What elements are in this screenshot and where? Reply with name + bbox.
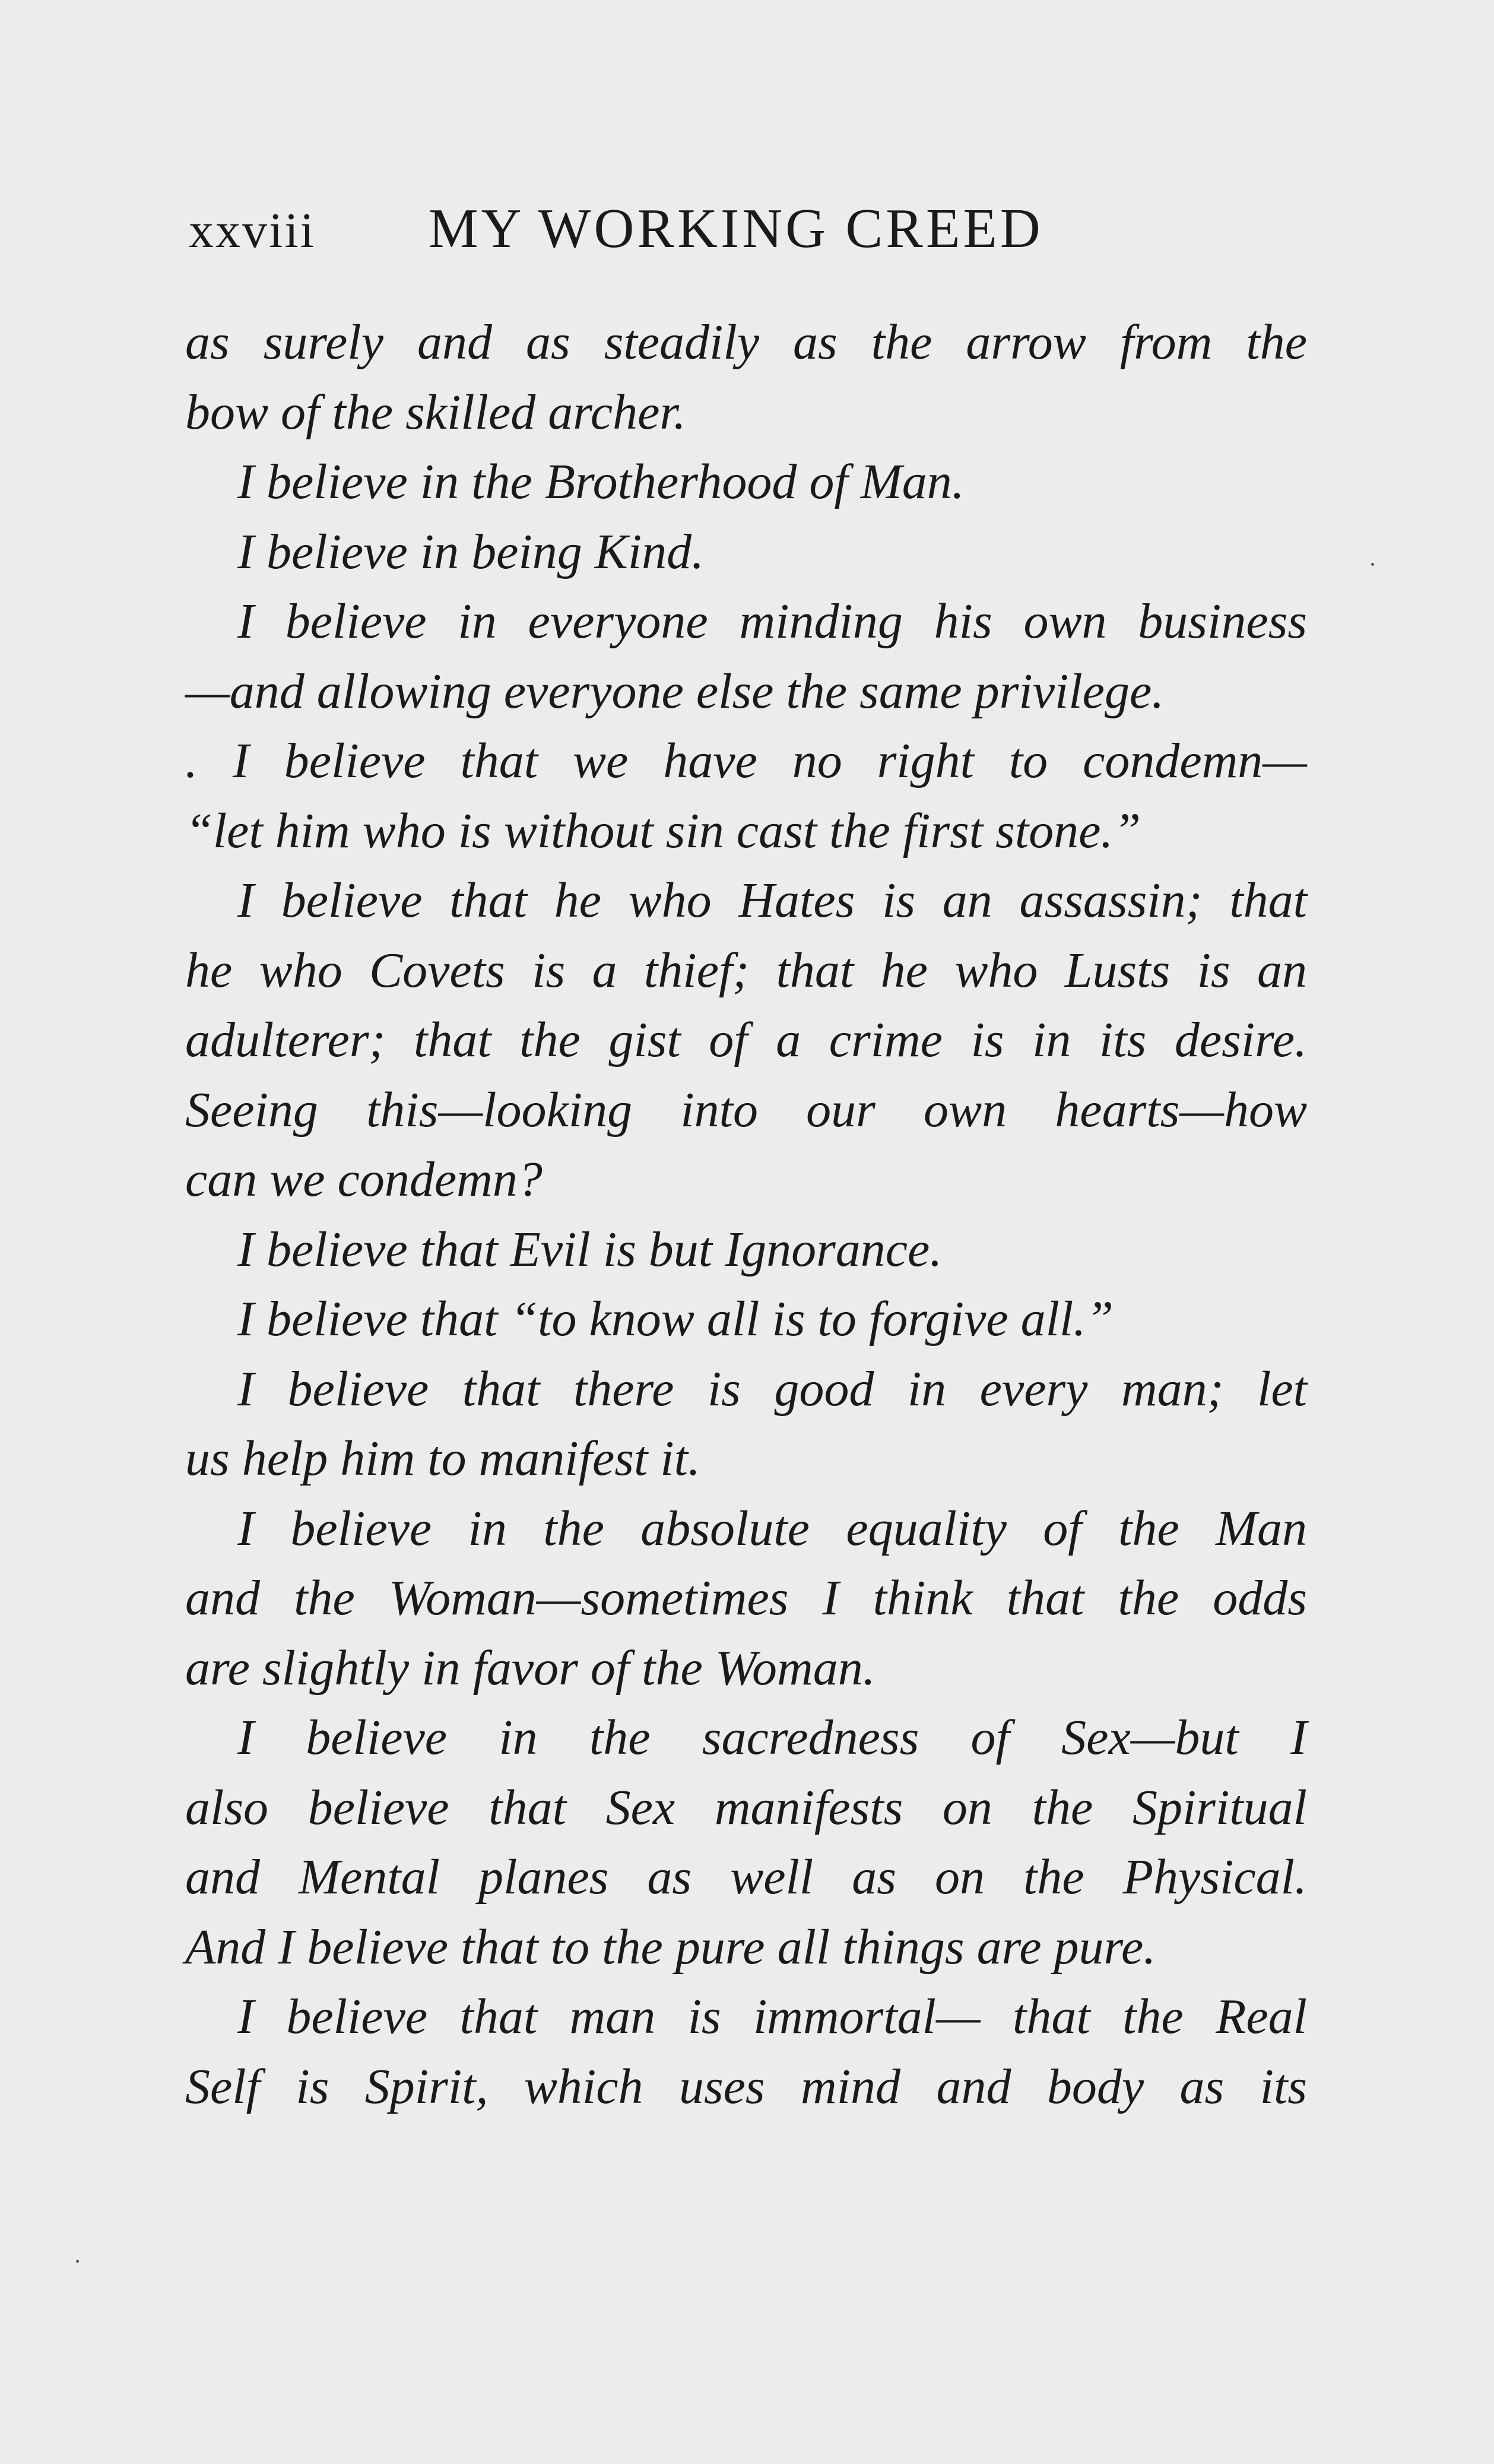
text-line: he who Covets is a thief; that he who Lusts is an — [185, 942, 1307, 998]
text-line: I believe in being Kind. — [237, 524, 705, 579]
text-line: —and allowing everyone else the same privilege. — [185, 663, 1165, 719]
body-text — [185, 308, 1307, 2121]
text-line: adulterer; that the gist of a crime is in its desire. — [185, 1012, 1307, 1068]
text-line: bow of the skilled archer. — [185, 384, 686, 440]
text-line: I believe that “to know all is to forgive all.” — [237, 1291, 1114, 1347]
text-line: as surely and as steadily as the arrow from the — [185, 315, 1307, 370]
page-number: xxviii — [189, 203, 316, 258]
print-speck — [1371, 563, 1374, 566]
text-line: and Mental planes as well as on the Physical. — [185, 1849, 1307, 1905]
text-line: also believe that Sex manifests on the Spiritual — [185, 1779, 1307, 1835]
text-line: are slightly in favor of the Woman. — [185, 1640, 876, 1696]
text-line: I believe in everyone minding his own business — [237, 594, 1307, 649]
text-line: . I believe that we have no right to condemn— — [185, 733, 1307, 788]
running-title: MY WORKING CREED — [429, 198, 1043, 259]
text-line: can we condemn? — [185, 1152, 543, 1207]
text-line: Seeing this—looking into our own hearts—how — [185, 1082, 1307, 1138]
text-line: I believe in the Brotherhood of Man. — [237, 454, 965, 509]
text-line: us help him to manifest it. — [185, 1431, 700, 1486]
print-speck — [76, 2260, 79, 2263]
running-head — [189, 190, 1305, 267]
text-line: I believe in the sacredness of Sex—but I — [237, 1710, 1307, 1765]
text-line: I believe in the absolute equality of the Man — [237, 1500, 1307, 1556]
text-line: And I believe that to the pure all things are pure. — [185, 1919, 1156, 1975]
text-line: I believe that man is immortal— that the Real — [237, 1989, 1307, 2044]
text-line: and the Woman—sometimes I think that the odds — [185, 1570, 1307, 1626]
text-line: Self is Spirit, which uses mind and body as its — [185, 2058, 1307, 2114]
text-line: I believe that Evil is but Ignorance. — [237, 1221, 943, 1277]
text-line: I believe that he who Hates is an assassin; that — [237, 873, 1307, 928]
text-line: “let him who is without sin cast the first stone.” — [185, 803, 1141, 859]
text-line: I believe that there is good in every man; let — [237, 1361, 1307, 1417]
